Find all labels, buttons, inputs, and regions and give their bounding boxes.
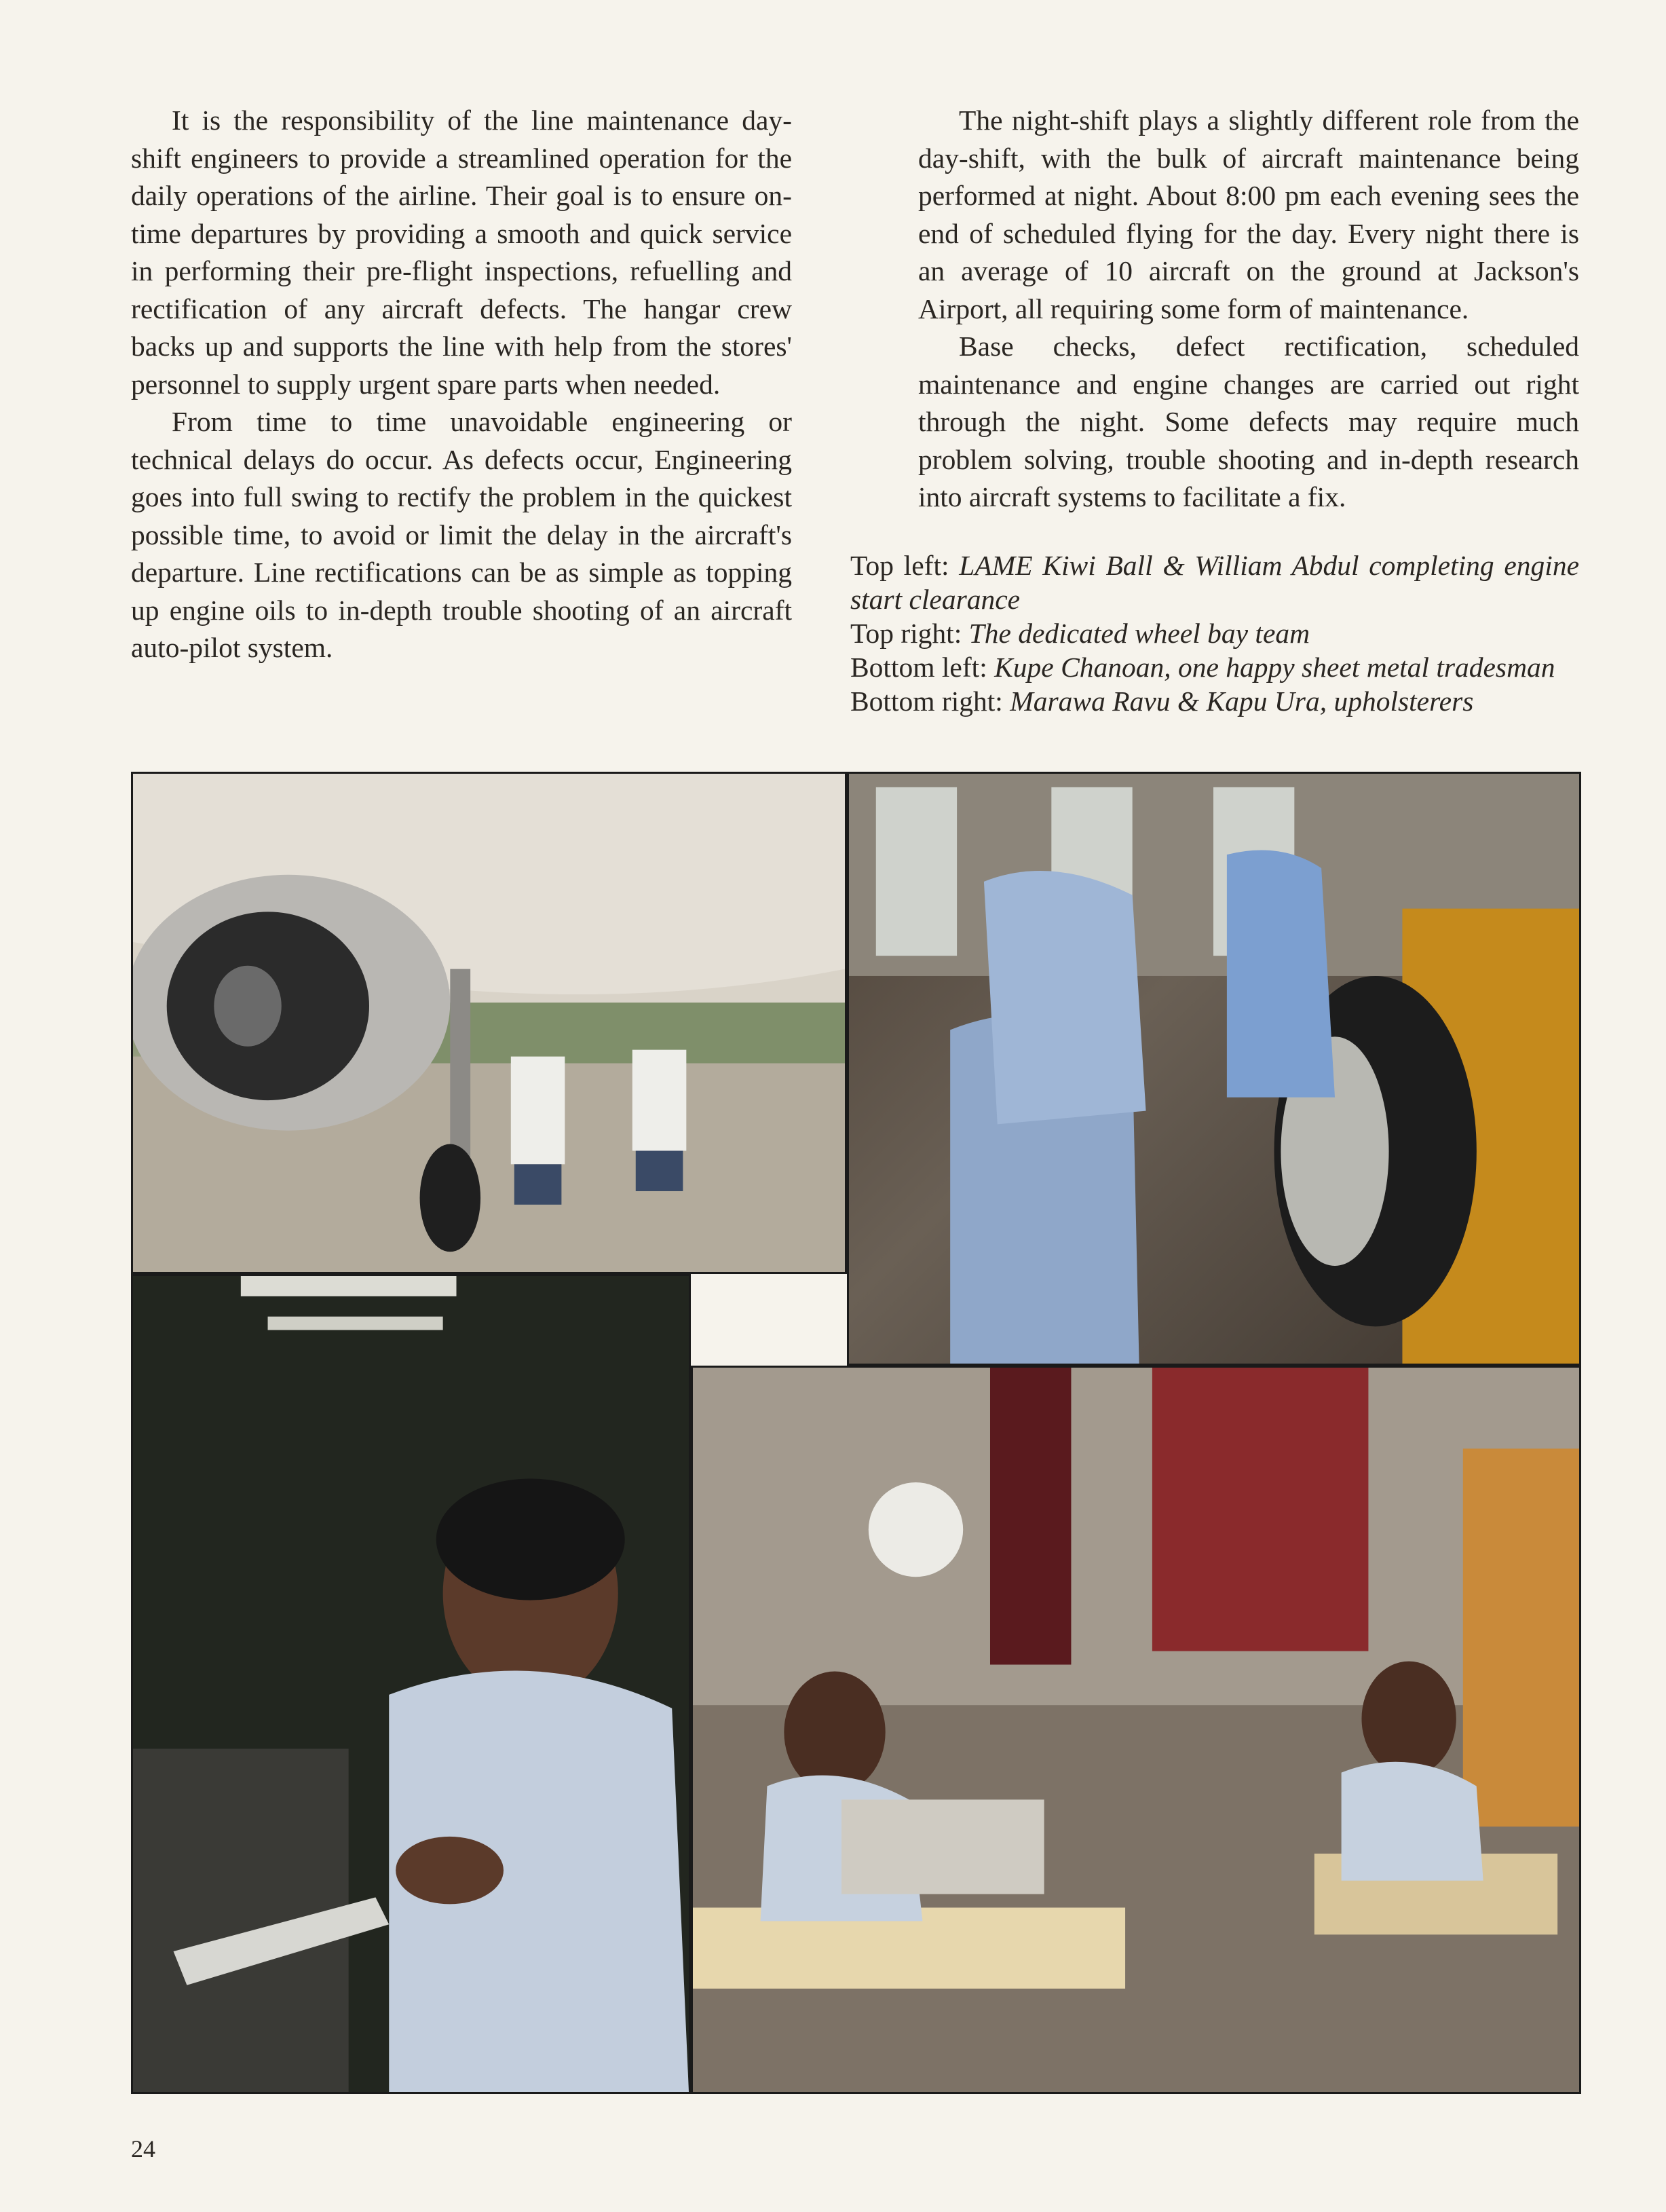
paragraph-night-shift: The night-shift plays a slightly different role from the day-shift, with the bulk of aircraft maintenance being performed at night. About 8:00 pm each evening sees the end of scheduled flying for the day. Every night there is an average of 10 aircraft on the ground at Jackson's Airport, all requiring some form of maintenance. [918,105,1579,324]
paragraph-day-shift: It is the responsibility of the line maintenance day-shift engineers to provide a streamlined operation for the daily operations of the airline. Their goal is to ensure on-time departures by providing a smooth and quick service in performing their pre-flight inspections, refuelling and rectification of any aircraft defects. The hangar crew backs up and supports the line with help from the stores' personnel to supply urgent spare parts when needed. [131,105,792,400]
caption-bottom-right: Bottom right: Marawa Ravu & Kapu Ura, upholsterers [850,686,1474,717]
caption-top-left: Top left: LAME Kiwi Ball & William Abdul completing engine start clearance [850,550,1579,615]
page-number: 24 [131,2135,155,2162]
photo-engine-start-clearance [131,772,847,1274]
upholstery-illustration [693,1368,1579,2092]
left-text-column [131,102,792,667]
photo-sheet-metal-tradesman [131,1274,691,2094]
aircraft-engine-illustration [133,774,845,1272]
photo-captions [850,548,1579,718]
photo-wheel-bay-team [847,772,1581,1366]
caption-top-right: Top right: The dedicated wheel bay team [850,618,1310,649]
paragraph-delays: From time to time unavoidable engineering or technical delays do occur. As defects occur, Engineering goes into full swing to rectify the problem in the quickest possible time, to avoid or limit the delay in the aircraft's departure. Line rectifications can be as simple as topping up engine oils to in-depth trouble shooting of an aircraft auto-pilot system. [131,406,792,663]
sheet-metal-illustration [133,1276,689,2092]
paragraph-base-checks: Base checks, defect rectification, scheduled maintenance and engine changes are carried out right through the night. Some defects may require much problem solving, trouble shooting and in-depth research into aircraft systems to facilitate a fix. [918,331,1579,512]
wheel-bay-illustration [849,774,1579,1364]
right-text-column [918,102,1579,517]
caption-bottom-left: Bottom left: Kupe Chanoan, one happy sheet metal tradesman [850,652,1555,683]
photo-upholsterers [691,1366,1581,2094]
